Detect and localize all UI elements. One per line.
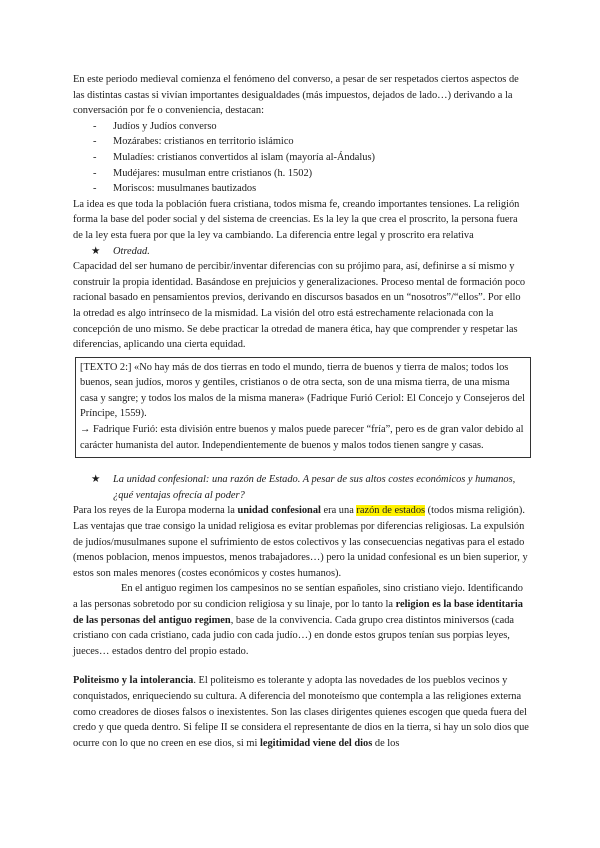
otredad-paragraph: Capacidad del ser humano de percibir/inventar diferencias con su prójimo para, así, definirse a sí mismo y construir la propia identidad. Basándose en prejuicios y generalizaciones. Proceso mental de formación poco racional basado en pensamientos previos, derivando en discursos basados en un “nosotros”/“ellos”. Por ello la otredad es algo intrínseco de la mismidad. La visión del otro está estrechamente relacionada con la concepción de uno mismo. Se debe practicar la otredad de manera ética, hay que comprender y respetar las diferencias, aplicando una cierta equidad. (73, 261, 526, 351)
text-run: (todos misma religión). Las ventajas que trae consigo la unidad religiosa es evitar problemas por diferencias religiosas. La expulsión de judíos/musulmanes supone el sufrimiento de estos colectivos y las consecuencias negativas para el estado (menos poblacion, menos impuestos, menos trabajadores…) pero la unidad confesional es un bien superior, y estos son males menores (costes económicos y costes humanos). (73, 505, 528, 579)
text-run: , base de la convivencia. Cada grupo crea distintos miniversos (cada cristiano con cada cristiano, cada judio con cada judío…) en donde estos grupos tenían sus porpias leyes, jueces… estados dentro del propio estado. (73, 614, 515, 657)
bold-term: legitimidad viene del dios (259, 737, 373, 749)
quote-box (75, 357, 531, 459)
text-run: era una (320, 505, 357, 517)
unidad-heading-text: La unidad confesional: una razón de Estado. A pesar de sus altos costes económicos y humanos, ¿qué ventajas ofrecía al poder? (113, 474, 516, 501)
otredad-heading-text: Otredad. (113, 245, 150, 257)
otredad-heading (73, 244, 529, 260)
list-item: - Judíos y Judíos converso (93, 119, 529, 135)
bold-term: religion es la base identitaria de las personas del antiguo regimen (73, 599, 524, 626)
list-item: - Mudéjares: musulman entre cristianos (h. 1502) (93, 166, 529, 182)
groups-list (73, 119, 529, 197)
campesinos-paragraph (73, 581, 529, 659)
intro-paragraph: En este periodo medieval comienza el fenómeno del converso, a pesar de ser respetados ciertos aspectos de las distintas castas si vivían importantes desigualdades (más impuestos, dejados de lado…) derivando a la conversación por fe o conveniencia, destacan: (73, 74, 519, 117)
idea-paragraph: La idea es que toda la población fuera cristiana, todos misma fe, creando importantes tensiones. La religión forma la base del poder social y del sistema de creencias. Es la ley la que crea el proscrito, la persona fuera de la ley esta fuera por que la ley va cambiando. La diferencia entre legal y proscrito era relativa (73, 198, 520, 241)
list-item: - Moriscos: musulmanes bautizados (93, 181, 529, 197)
star-bullet-icon: ★ (91, 474, 101, 486)
unidad-paragraph (73, 503, 529, 581)
text-run: Para los reyes de la Europa moderna la (73, 505, 238, 517)
spacer (73, 659, 529, 673)
quote-comment: → Fadrique Furió: esta división entre buenos y malos puede parecer “fría”, pero es de gran valor debido al carácter humanista del autor. Independientemente de buenos y malos todos tienen sangre y casas. (80, 424, 524, 451)
spacer (73, 458, 529, 472)
page-content (73, 72, 529, 751)
text-run: de los (372, 737, 400, 749)
list-item: - Mozárabes: cristianos en territorio islámico (93, 134, 529, 150)
politeismo-paragraph (73, 673, 529, 751)
star-bullet-icon: ★ (91, 245, 101, 257)
quote-text: [TEXTO 2:] «No hay más de dos tierras en todo el mundo, tierra de buenos y tierra de malos; todos los buenos, sean judíos, moros y gentiles, cristianos o de otra secta, son de una misma tierra, de una misma casa y sangre; y todos los malos de la misma manera» (Fadrique Furió Ceriol: El Concejo y Consejeros del Príncipe, 1559). (80, 361, 525, 420)
unidad-heading (73, 472, 529, 503)
bold-term: Politeismo y la intolerancia (73, 675, 194, 687)
highlighted-term: razón de estados (356, 505, 426, 517)
list-item: - Muladíes: cristianos convertidos al islam (mayoría al-Ándalus) (93, 150, 529, 166)
text-run: En el antiguo regimen los campesinos no se sentían españoles, sino cristiano viejo. Identificando a las personas sobretodo por su condicion religiosa y su linaje, por lo tanto la (73, 583, 523, 610)
bold-term: unidad confesional (237, 505, 321, 517)
text-run: . El politeismo es tolerante y adopta las novedades de los pueblos vecinos y conquistados, enriqueciendo su cultura. A diferencia del monoteísmo que contempla a las religiones externa como creadores de dioses falsos o inexistentes. Son las clases dirigentes quienes escogen que queda fuera del credo y que queda dentro. Si felipe II se considera el representante de dios en la tierra, si hay un solo dios que ocurre con lo que no creen en ese dios, si mi (73, 675, 529, 749)
